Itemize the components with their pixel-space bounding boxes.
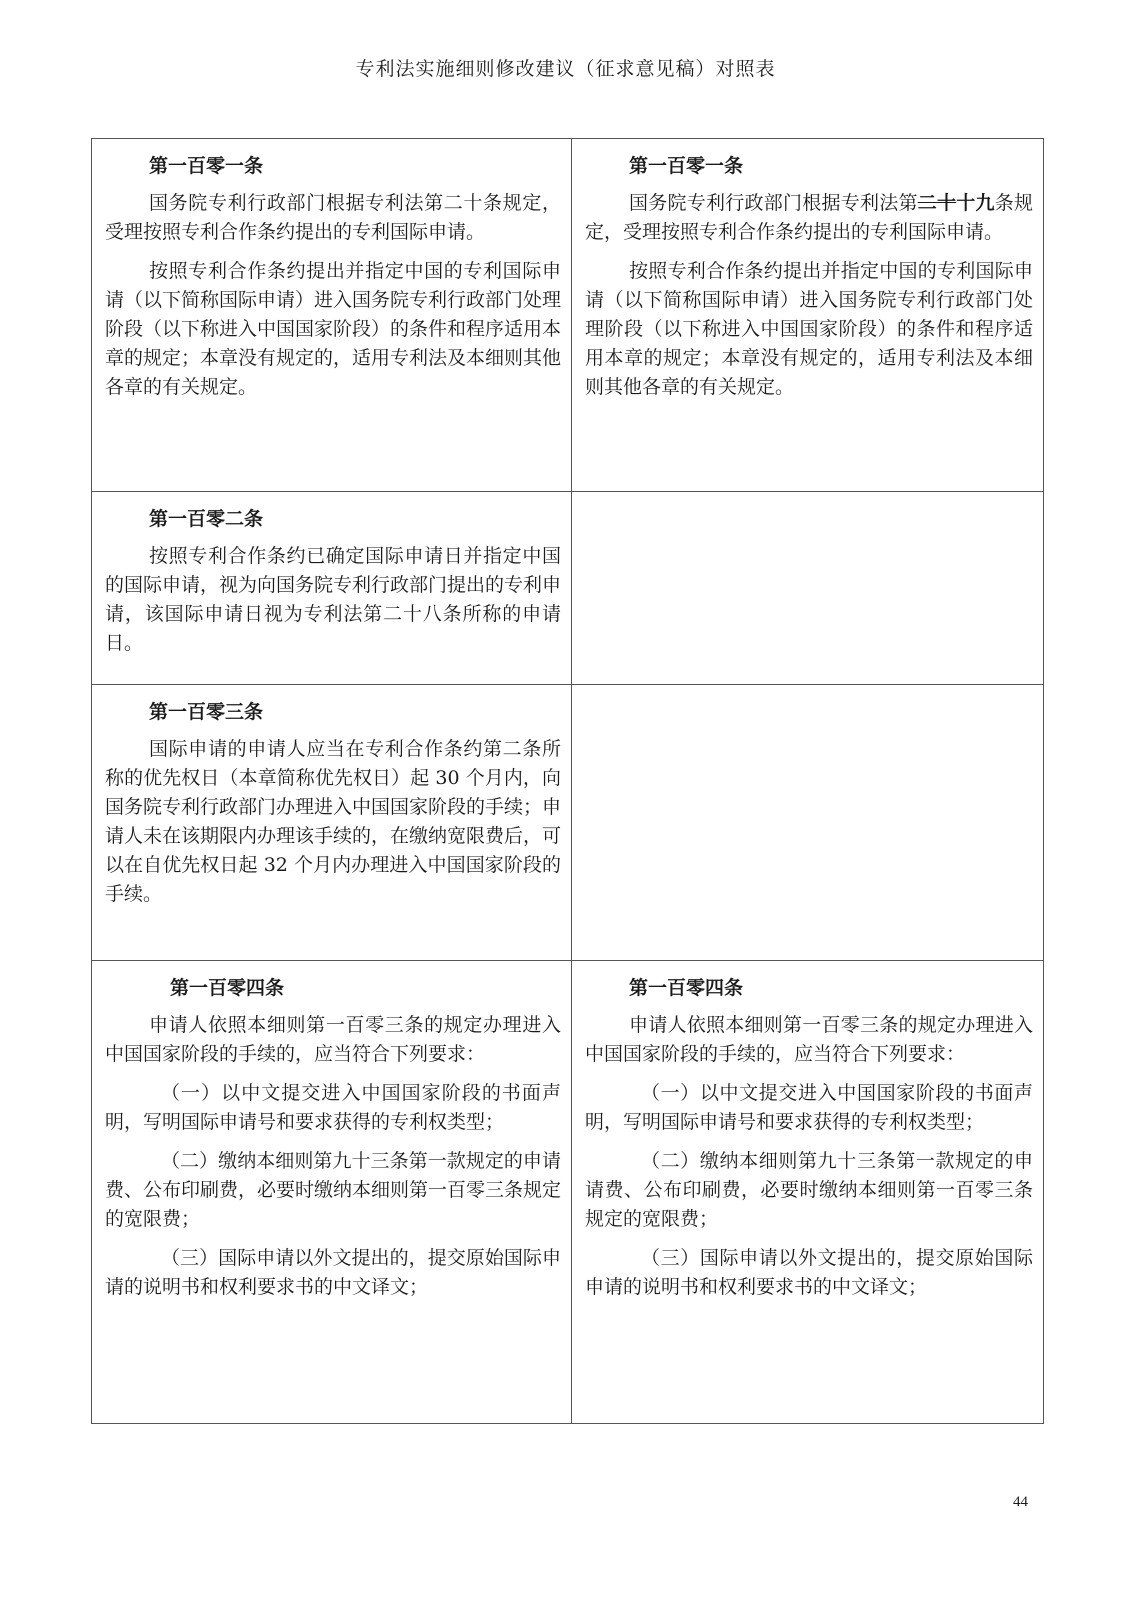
article-paragraph: 申请人依照本细则第一百零三条的规定办理进入中国国家阶段的手续的，应当符合下列要求： — [105, 1014, 561, 1065]
proposed-text-cell — [572, 961, 1044, 1424]
deleted-text: 二十 — [917, 192, 957, 214]
current-text-cell — [92, 139, 572, 492]
comparison-table — [91, 138, 1044, 1424]
table-row — [92, 961, 1044, 1424]
article-title: 第一百零一条 — [629, 155, 744, 177]
article-item: （一）以中文提交进入中国国家阶段的书面声明，写明国际申请号和要求获得的专利权类型； — [105, 1082, 561, 1133]
article-title: 第一百零二条 — [149, 508, 264, 530]
current-text-cell — [92, 685, 572, 961]
article-item: （三）国际申请以外文提出的，提交原始国际申请的说明书和权利要求书的中文译文； — [105, 1247, 561, 1298]
article-title: 第一百零三条 — [149, 701, 264, 723]
table-row — [92, 492, 1044, 685]
article-paragraph: 按照专利合作条约提出并指定中国的专利国际申请（以下简称国际申请）进入国务院专利行政部门处理阶段（以下称进入中国国家阶段）的条件和程序适用本章的规定；本章没有规定的，适用专利法及本细则其他各章的有关规定。 — [585, 260, 1033, 398]
paragraph-text: 国务院专利行政部门根据专利法第 — [629, 192, 918, 214]
article-paragraph: 国际申请的申请人应当在专利合作条约第二条所称的优先权日（本章简称优先权日）起 30 个月内，向国务院专利行政部门办理进入中国国家阶段的手续；申请人未在该期限内办理该手续的，在缴纳宽限费后，可以在自优先权日起 32 个月内办理进入中国国家阶段的手续。 — [105, 738, 562, 905]
article-paragraph-amended — [585, 189, 1033, 247]
table-row — [92, 685, 1044, 961]
article-item: （二）缴纳本细则第九十三条第一款规定的申请费、公布印刷费，必要时缴纳本细则第一百零三条规定的宽限费； — [585, 1150, 1033, 1230]
page-number: 44 — [1013, 1494, 1028, 1510]
proposed-text-cell-empty — [572, 492, 1044, 685]
article-item: （二）缴纳本细则第九十三条第一款规定的申请费、公布印刷费，必要时缴纳本细则第一百零三条规定的宽限费； — [105, 1150, 562, 1230]
current-text-cell — [92, 492, 572, 685]
article-paragraph: 国务院专利行政部门根据专利法第二十条规定，受理按照专利合作条约提出的专利国际申请。 — [105, 192, 561, 243]
article-paragraph: 申请人依照本细则第一百零三条的规定办理进入中国国家阶段的手续的，应当符合下列要求： — [585, 1014, 1033, 1065]
page-header: 专利法实施细则修改建议（征求意见稿）对照表 — [355, 58, 776, 80]
article-title: 第一百零四条 — [170, 977, 285, 999]
article-item: （三）国际申请以外文提出的，提交原始国际申请的说明书和权利要求书的中文译文； — [585, 1247, 1033, 1298]
table-row — [92, 139, 1044, 492]
current-text-cell — [92, 961, 572, 1424]
proposed-text-cell-empty — [572, 685, 1044, 961]
article-item: （一）以中文提交进入中国国家阶段的书面声明，写明国际申请号和要求获得的专利权类型； — [585, 1082, 1033, 1133]
article-title: 第一百零一条 — [149, 155, 264, 177]
article-paragraph: 按照专利合作条约已确定国际申请日并指定中国的国际申请，视为向国务院专利行政部门提出的专利申请，该国际申请日视为专利法第二十八条所称的申请日。 — [105, 545, 562, 654]
inserted-text: 十九 — [956, 192, 995, 214]
proposed-text-cell — [572, 139, 1044, 492]
article-paragraph: 按照专利合作条约提出并指定中国的专利国际申请（以下简称国际申请）进入国务院专利行政部门处理阶段（以下称进入中国国家阶段）的条件和程序适用本章的规定；本章没有规定的，适用专利法及本细则其他各章的有关规定。 — [105, 260, 562, 398]
paragraph-text: 条规定，受理按照专利合作条约提出的专利国际申请。 — [585, 192, 1033, 243]
article-title: 第一百零四条 — [629, 977, 744, 999]
